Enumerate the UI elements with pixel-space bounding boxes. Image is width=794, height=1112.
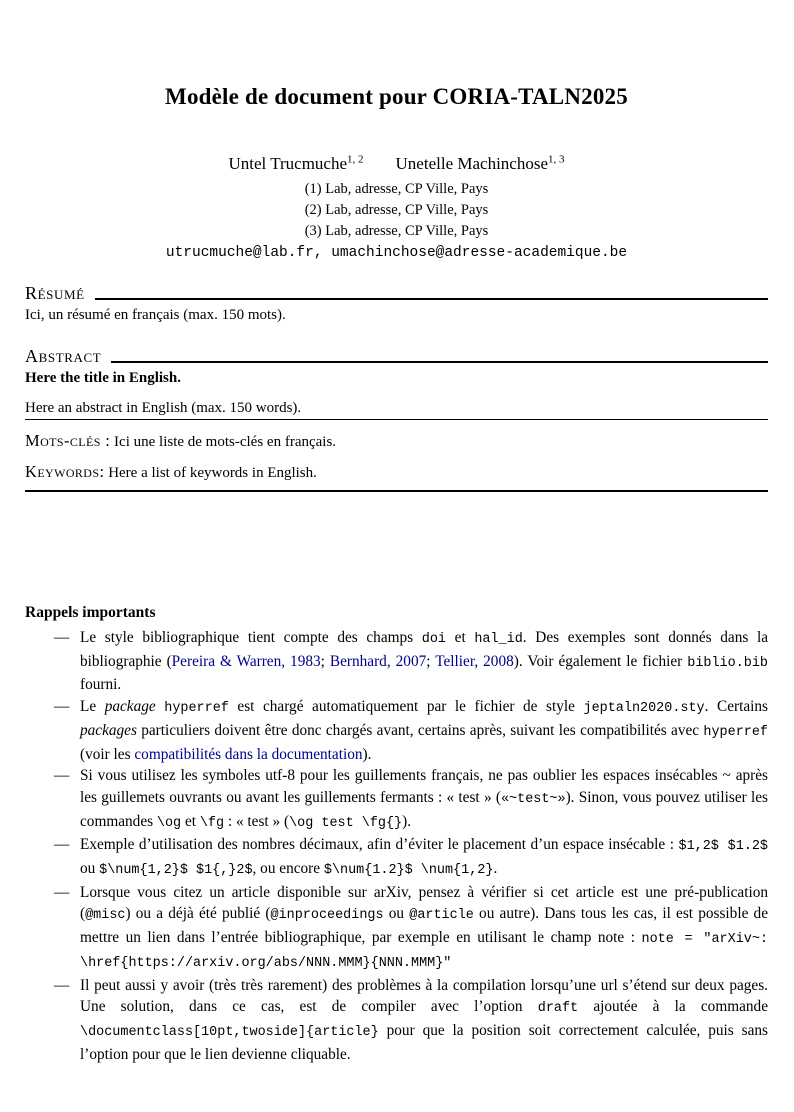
author-1 — [229, 154, 364, 173]
motscles-text: Ici une liste de mots-clés en français. — [114, 434, 337, 450]
affiliation-3: (3) Lab, adresse, CP Ville, Pays — [304, 223, 489, 239]
bullet-dash-icon: — — [54, 767, 70, 785]
list-item — [25, 696, 768, 765]
abstract-section-header — [25, 346, 768, 367]
inline-code: $\num{1,2}$ $1{,}2$ — [99, 863, 253, 879]
body-text: Lorsque vous citez un article disponible sur arXiv, pensez à vérifier si cet article est une pré-publication ( — [80, 883, 768, 923]
body-text: ). — [402, 812, 412, 830]
abstract-english-text: Here an abstract in English (max. 150 words). — [25, 400, 768, 420]
inline-code: hyperref — [703, 724, 768, 740]
bullet-dash-icon: — — [54, 629, 70, 646]
bullet-dash-icon: — — [54, 883, 70, 901]
keywords-text: Here a list of keywords in English. — [108, 465, 317, 481]
body-text: , ou encore — [252, 860, 324, 878]
list-item — [25, 627, 768, 696]
affiliation-2: (2) Lab, adresse, CP Ville, Pays — [304, 202, 489, 218]
body-text: ou autre). Dans tous les cas, il est possible de mettre un lien dans l’entrée bibliographique, par exemple en utilisant le champ note : — [80, 905, 768, 947]
body-text: Exemple d’utilisation des nombres décimaux, afin d’éviter le placement d’un espace insécable : — [80, 836, 679, 854]
body-text: et — [181, 812, 200, 830]
inline-code: note = "arXiv~: \href{https://arxiv.org/abs/NNN.MMM}{NNN.MMM}" — [80, 932, 777, 971]
body-text: . Certains — [704, 698, 768, 716]
hyperlink[interactable]: Pereira & Warren, 1983 — [171, 652, 321, 670]
authors-line — [25, 154, 768, 174]
list-item — [25, 882, 777, 975]
rule — [111, 361, 768, 363]
resume-section-header — [25, 283, 768, 304]
section-heading: Rappels importants — [25, 604, 156, 621]
inline-code: @misc — [85, 908, 126, 924]
inline-code: hyperref — [164, 701, 229, 717]
body-text: ; — [320, 652, 330, 670]
rule — [25, 490, 768, 492]
body-text: pour que la position soit correctement calculée, puis sans l’option pour que le lien devienne cliquable. — [80, 1021, 768, 1063]
body-text: (voir les — [80, 745, 135, 763]
body-text: particuliers doivent être donc chargés avant, certains après, suivant les compatibilités avec — [136, 721, 704, 739]
paper-title: Modèle de document pour CORIA-TALN2025 — [165, 84, 628, 109]
motscles-line — [25, 431, 768, 451]
inline-code: draft — [537, 1001, 579, 1017]
bullet-dash-icon: — — [54, 698, 70, 716]
author-emails: utrucmuche@lab.fr, umachinchose@adresse-academique.be — [165, 245, 628, 261]
author-2-affiliation-marks: 1, 3 — [548, 153, 565, 166]
body-text: ou — [80, 860, 100, 878]
resume-text: Ici, un résumé en français (max. 150 mots). — [25, 307, 286, 323]
body-text: ) ou a déjà été publié ( — [125, 905, 271, 923]
body-text: ). — [362, 745, 372, 763]
hyperlink[interactable]: Bernhard, 2007 — [329, 652, 427, 670]
body-text: packages — [80, 721, 137, 739]
body-text: ou — [383, 905, 410, 923]
body-text: package — [104, 698, 156, 716]
inline-code: «~test~» — [500, 791, 566, 807]
inline-code: @inproceedings — [270, 908, 384, 924]
motscles-label: Mots-clés : — [25, 431, 111, 450]
inline-code: doi — [421, 632, 446, 647]
list-item — [25, 975, 768, 1066]
list-item — [25, 834, 768, 881]
body-text: est chargé automatiquement par le fichier de style — [228, 698, 584, 716]
keywords-label: Keywords: — [25, 462, 105, 481]
body-text — [156, 698, 165, 715]
body-text: Le — [80, 698, 105, 716]
body-text: : « test » ( — [224, 812, 290, 830]
bullet-dash-icon: — — [54, 976, 70, 994]
body-text: ). Sinon, vous pouvez utiliser les commandes — [80, 788, 768, 830]
hyperlink[interactable]: Tellier, 2008 — [435, 652, 514, 670]
inline-code: \og test \fg{} — [289, 815, 403, 831]
abstract-label: Abstract — [25, 346, 102, 366]
body-text: Le style bibliographique tient compte des champs — [80, 629, 422, 646]
abstract-english-title: Here the title in English. — [25, 370, 181, 386]
resume-label: Résumé — [25, 283, 85, 303]
keywords-line — [25, 462, 768, 482]
rule — [95, 298, 768, 300]
body-text: Si vous utilisez les symboles utf-8 pour les guillements français, ne pas oublier les espaces insécables ~ après les guillemets ouvrants ou avant les guillements fermants : « test » ( — [80, 767, 768, 806]
body-text: Il peut aussi y avoir (très très rarement) des problèmes à la compilation lorsqu’une url s’étend sur deux pages. Une solution, dans ce cas, est de compiler avec l’option — [80, 976, 768, 1016]
inline-code: $1,2$ $1.2$ — [678, 839, 768, 855]
body-text: . Des exemples sont donnés dans la bibliographie ( — [80, 629, 768, 670]
body-text: ; — [426, 652, 436, 670]
inline-code: hal_id — [474, 632, 523, 647]
body-text: fourni. — [80, 676, 122, 694]
body-text: ajoutée à la commande — [578, 998, 768, 1016]
hyperlink[interactable]: compatibilités dans la documentation — [134, 745, 363, 763]
inline-code: @article — [409, 908, 474, 924]
inline-code: \og — [156, 815, 182, 831]
inline-code: \fg — [199, 815, 225, 831]
author-1-name: Untel Trucmuche — [228, 154, 348, 173]
affiliation-1: (1) Lab, adresse, CP Ville, Pays — [304, 181, 489, 197]
inline-code: jeptaln2020.sty — [583, 701, 705, 717]
body-text: . — [493, 860, 498, 878]
bullet-list — [25, 627, 777, 1065]
author-2 — [396, 154, 565, 173]
inline-code: $\num{1.2}$ \num{1,2} — [323, 863, 494, 879]
list-item — [25, 765, 768, 834]
author-2-name: Unetelle Machinchose — [395, 154, 548, 173]
author-1-affiliation-marks: 1, 2 — [347, 153, 364, 166]
affiliations-block — [25, 179, 768, 242]
body-text: et — [446, 629, 475, 646]
inline-code: biblio.bib — [687, 655, 768, 671]
inline-code: \documentclass[10pt,twoside]{article} — [80, 1024, 379, 1040]
bullet-dash-icon: — — [54, 836, 70, 854]
body-text: ). Voir également le fichier — [513, 652, 688, 670]
